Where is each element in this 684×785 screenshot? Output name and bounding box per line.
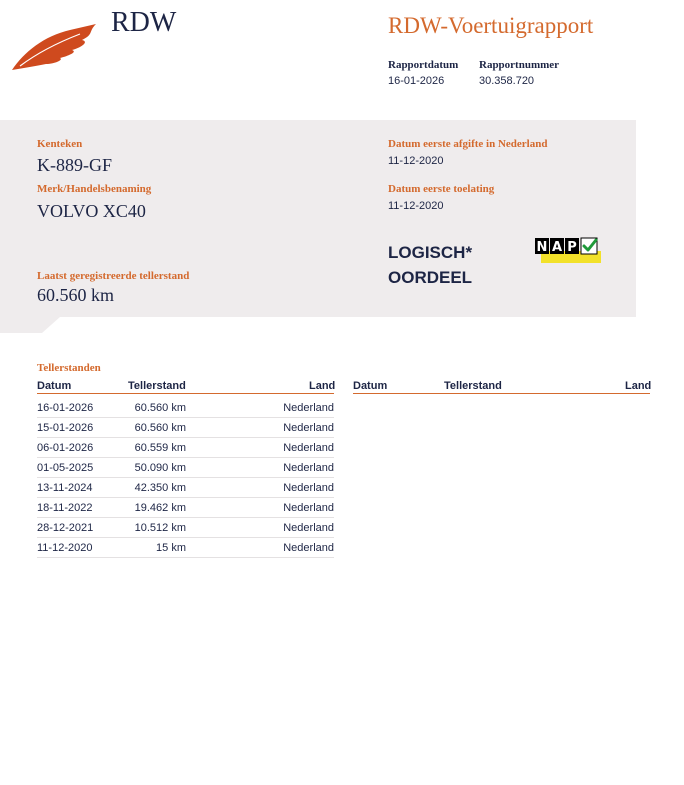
nap-logo-icon [535, 237, 601, 263]
verdict [388, 240, 472, 290]
col-header-country: Land [309, 380, 336, 392]
reading-date: 01-05-2025 [37, 458, 127, 478]
report-number-label: Rapportnummer [479, 59, 560, 71]
reading-km: 19.462 km [127, 498, 186, 518]
reading-km: 60.560 km [127, 398, 186, 418]
readings-section-title: Tellerstanden [37, 362, 101, 374]
plate-label: Kenteken [37, 138, 83, 150]
nap-letter-n: N [536, 240, 548, 255]
table-row [37, 418, 334, 438]
table-row [37, 538, 334, 558]
reading-country: Nederland [186, 538, 334, 558]
reading-country: Nederland [186, 458, 334, 478]
col-header-km-right: Tellerstand [444, 380, 502, 392]
make-label: Merk/Handelsbenaming [37, 183, 152, 195]
brand-name: RDW [111, 7, 177, 38]
reading-date: 11-12-2020 [37, 538, 127, 558]
reading-country: Nederland [186, 438, 334, 458]
report-date-label: Rapportdatum [388, 59, 459, 71]
first-issue-nl-value: 11-12-2020 [388, 155, 444, 167]
reading-date: 13-11-2024 [37, 478, 127, 498]
reading-km: 42.350 km [127, 478, 186, 498]
reading-date: 15-01-2026 [37, 418, 127, 438]
make-value: VOLVO XC40 [37, 201, 146, 221]
col-header-date: Datum [37, 380, 72, 392]
first-admission-label: Datum eerste toelating [388, 183, 495, 195]
reading-country: Nederland [186, 478, 334, 498]
verdict-line-1: LOGISCH* [388, 243, 473, 262]
odometer-value: 60.560 km [37, 285, 115, 305]
reading-km: 60.559 km [127, 438, 186, 458]
table-row [37, 458, 334, 478]
report-number-value: 30.358.720 [479, 75, 535, 87]
verdict-line-2: OORDEEL [388, 268, 473, 287]
reading-country: Nederland [186, 498, 334, 518]
first-admission-value: 11-12-2020 [388, 200, 444, 212]
table-row [37, 478, 334, 498]
col-header-km: Tellerstand [128, 380, 186, 392]
nap-letter-p: P [567, 240, 577, 255]
reading-date: 16-01-2026 [37, 398, 127, 418]
reading-country: Nederland [186, 398, 334, 418]
report-date-value: 16-01-2026 [388, 75, 445, 87]
nap-letter-a: A [551, 240, 563, 255]
reading-country: Nederland [186, 418, 334, 438]
panel-notch [0, 317, 60, 333]
readings-table [37, 398, 334, 558]
rdw-logo-icon [10, 22, 98, 72]
table-row [37, 498, 334, 518]
reading-date: 18-11-2022 [37, 498, 127, 518]
reading-date: 06-01-2026 [37, 438, 127, 458]
table-row [37, 518, 334, 538]
reading-country: Nederland [186, 518, 334, 538]
plate-value: K-889-GF [37, 155, 112, 175]
reading-date: 28-12-2021 [37, 518, 127, 538]
col-header-country-right: Land [625, 380, 652, 392]
header-rule-right [353, 393, 650, 394]
first-issue-nl-label: Datum eerste afgifte in Nederland [388, 138, 548, 150]
report-title: RDW-Voertuigrapport [388, 13, 594, 38]
reading-km: 60.560 km [127, 418, 186, 438]
reading-km: 15 km [127, 538, 186, 558]
table-row [37, 438, 334, 458]
reading-km: 50.090 km [127, 458, 186, 478]
header-rule-left [37, 393, 334, 394]
odometer-label: Laatst geregistreerde tellerstand [37, 270, 190, 282]
col-header-date-right: Datum [353, 380, 388, 392]
table-row [37, 398, 334, 418]
reading-km: 10.512 km [127, 518, 186, 538]
